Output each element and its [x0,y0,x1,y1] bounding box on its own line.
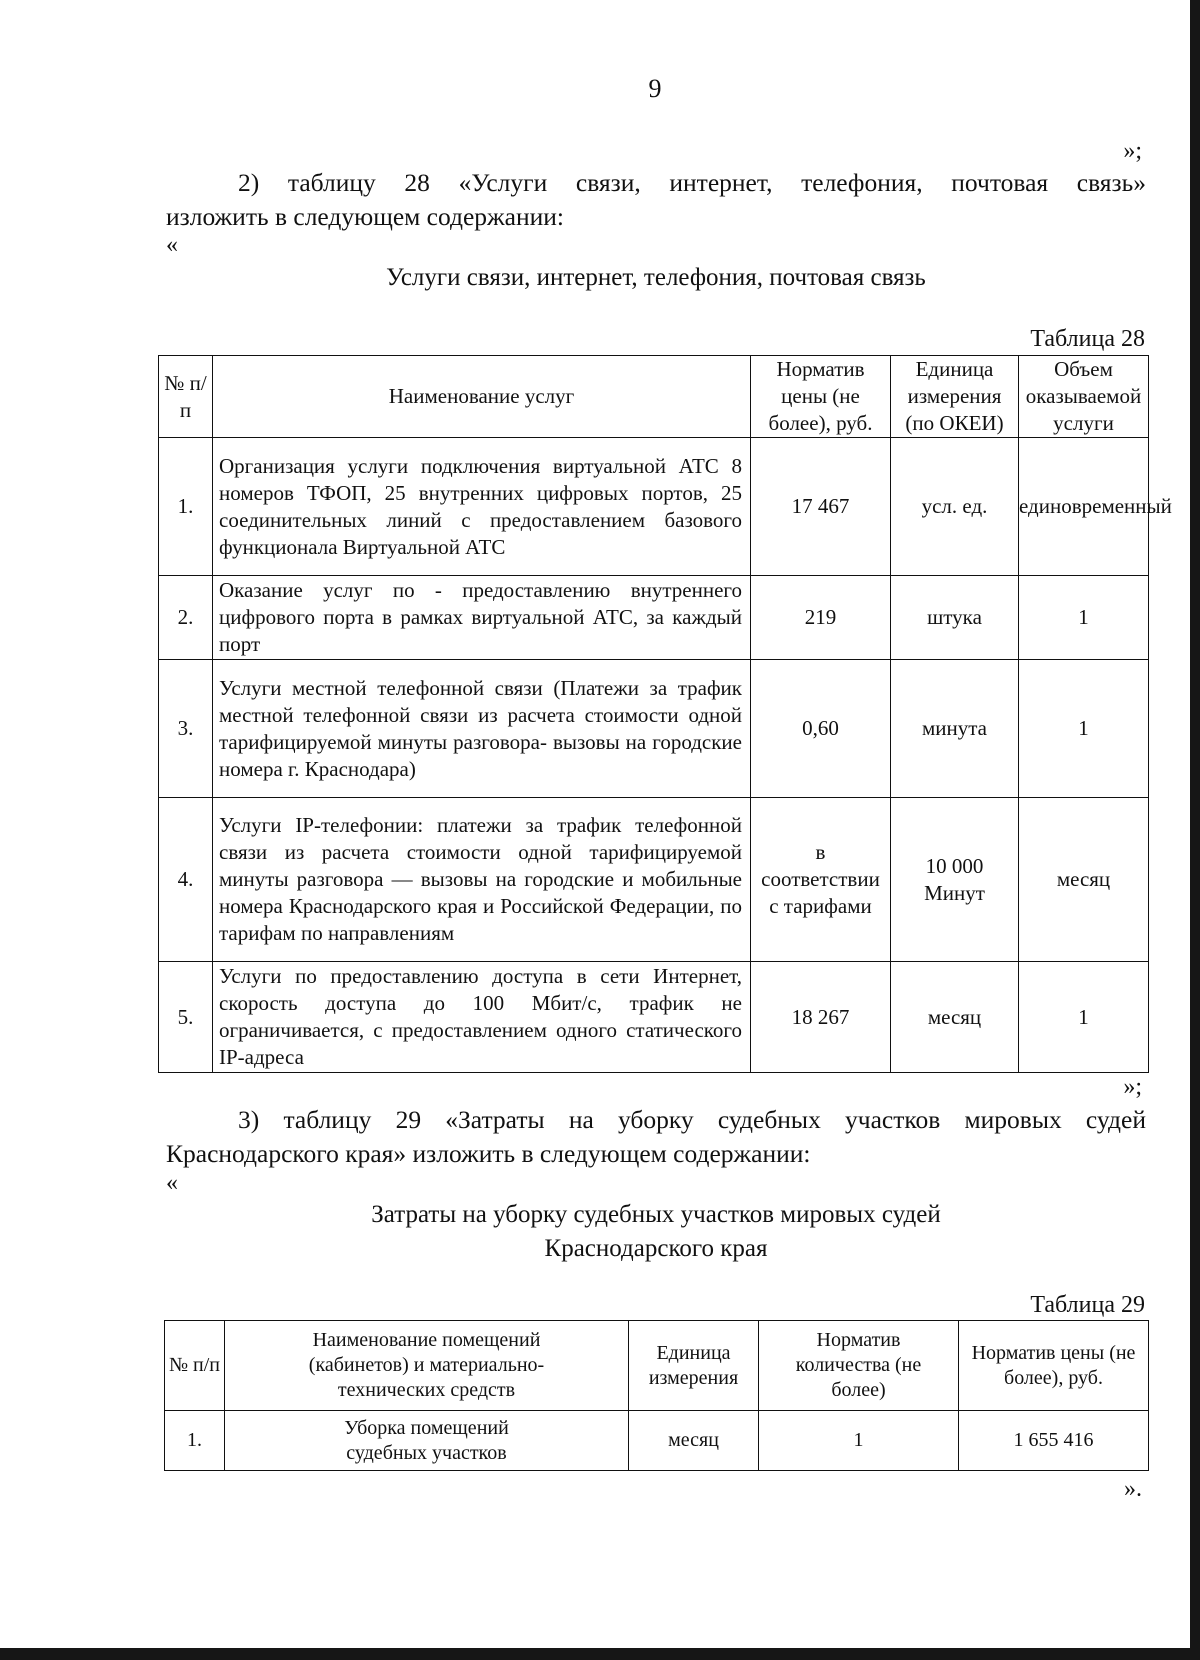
row-number: 1. [165,1411,225,1471]
table-row [159,660,1149,798]
row-unit: месяц [629,1411,759,1471]
header-unit: Единица измерения [629,1321,759,1411]
header-number: № п/п [159,356,213,438]
header-number: № п/п [165,1321,225,1411]
row-unit: штука [891,576,1019,660]
paragraph-2 [166,166,1146,234]
table-29-heading-line-2: Краснодарского края [544,1235,768,1262]
row-number: 5. [159,962,213,1073]
row-service-name: Услуги местной телефонной связи (Платежи за трафик местной телефонной связи из расчета стоимости одной тарифицируемой минуты разговора- вызовы на городские номера г. Краснодара) [213,660,751,798]
row-service-name: Оказание услуг по - предоставлению внутреннего цифрового порта в рамках виртуальной АТС, за каждый порт [213,576,751,660]
table-29-label: Таблица 29 [1030,1292,1145,1318]
paragraph-3 [166,1103,1146,1171]
paragraph-3-line-2: Краснодарского края» изложить в следующем содержании: [166,1139,811,1168]
row-number: 1. [159,438,213,576]
paragraph-3-line-1: 3) таблицу 29 «Затраты на уборку судебных участков мировых судей [238,1105,1146,1134]
header-premises-name: Наименование помещений (кабинетов) и материально-технических средств [225,1321,629,1411]
header-unit: Единица измерения (по ОКЕИ) [891,356,1019,438]
table-28 [158,355,1172,1073]
paragraph-2-line-2: изложить в следующем содержании: [166,202,564,231]
row-premises-name: Уборка помещений судебных участков [225,1411,629,1471]
closing-quote: »; [1123,138,1142,164]
row-service-name: Организация услуги подключения виртуальной АТС 8 номеров ТФОП, 25 внутренних цифровых портов, 25 соединительных линий с предоставлением базового функционала Виртуальной АТС [213,438,751,576]
row-price: 0,60 [751,660,891,798]
row-number: 4. [159,798,213,962]
row-number: 2. [159,576,213,660]
row-quantity: 1 [759,1411,959,1471]
row-volume: месяц [1019,798,1149,962]
header-service-name: Наименование услуг [213,356,751,438]
table-row [159,962,1149,1073]
scan-right-edge [1190,0,1200,1660]
table-28-heading: Услуги связи, интернет, телефония, почтовая связь [386,264,926,291]
header-quantity: Норматив количества (не более) [759,1321,959,1411]
row-service-name: Услуги IP-телефонии: платежи за трафик телефонной связи из расчета стоимости одной тарифицируемой минуты разговора — вызовы на городские и мобильные номера Краснодарского края и Российской Федерации, по тарифам по направлениям [213,798,751,962]
table-29 [164,1320,1149,1471]
header-volume: Объем оказываемой услуги [1019,356,1149,438]
table-28-label: Таблица 28 [1030,326,1145,352]
paragraph-2-line-1: 2) таблицу 28 «Услуги связи, интернет, телефония, почтовая связь» [238,168,1146,197]
row-unit: месяц [891,962,1019,1073]
row-unit: 10 000 Минут [891,798,1019,962]
row-price: 18 267 [751,962,891,1073]
table-29-heading-line-1: Затраты на уборку судебных участков мировых судей [371,1201,941,1228]
table-row [159,576,1149,660]
closing-quote: »; [1123,1074,1142,1100]
table-row [165,1411,1149,1471]
row-price: 17 467 [751,438,891,576]
scan-bottom-edge [0,1648,1200,1660]
row-unit: усл. ед. [891,438,1019,576]
header-price: Норматив цены (не более), руб. [751,356,891,438]
row-price: в соответствии с тарифами [751,798,891,962]
row-unit: минута [891,660,1019,798]
opening-quote: « [166,232,178,258]
table-row [159,798,1149,962]
row-price: 1 655 416 [959,1411,1149,1471]
row-volume: 1 [1019,962,1149,1073]
page-number: 9 [648,74,662,103]
row-number: 3. [159,660,213,798]
row-volume: 1 [1019,576,1149,660]
row-volume: 1 [1019,660,1149,798]
closing-quote: ». [1124,1476,1142,1502]
table-29-heading [166,1198,1146,1266]
table-row [159,438,1149,576]
header-price: Норматив цены (не более), руб. [959,1321,1149,1411]
opening-quote: « [166,1170,178,1196]
row-service-name: Услуги по предоставлению доступа в сети Интернет, скорость доступа до 100 Мбит/с, трафик не ограничивается, с предоставлением одного статического IP-адреса [213,962,751,1073]
row-volume: единовременный [1019,438,1149,576]
row-price: 219 [751,576,891,660]
